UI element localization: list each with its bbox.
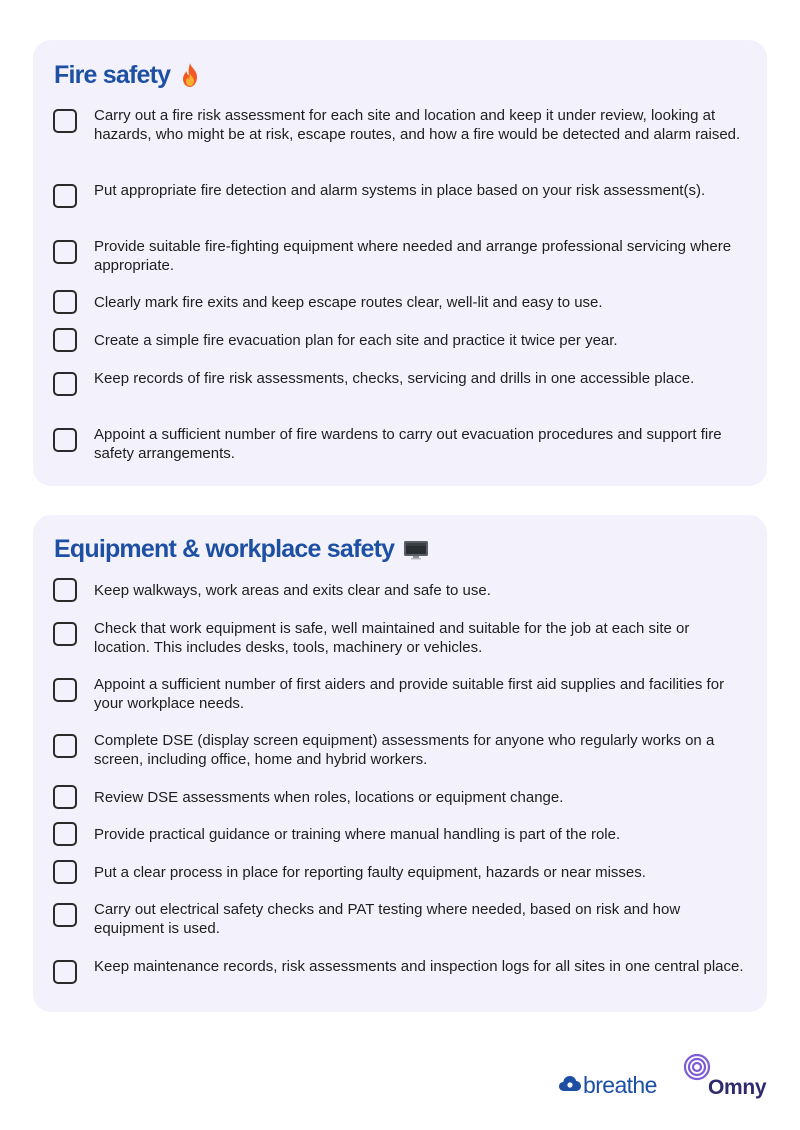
section-title xyxy=(54,532,430,566)
checklist-item-text: Keep maintenance records, risk assessments and inspection logs for all sites in one central place. xyxy=(94,958,744,975)
section-title-text: Equipment & workplace safety xyxy=(54,534,395,563)
checkbox[interactable] xyxy=(53,734,77,758)
checklist-item-text: Provide practical guidance or training where manual handling is part of the role. xyxy=(94,826,621,843)
breathe-logo-text: breathe xyxy=(583,1071,657,1098)
checkbox[interactable] xyxy=(53,328,77,352)
checkbox[interactable] xyxy=(53,678,77,702)
checklist-item-text: Complete DSE (display screen equipment) assessments for anyone who regularly works on a screen, including office, home and hybrid workers. xyxy=(94,732,715,768)
checklist-item-text: Carry out electrical safety checks and PAT testing where needed, based on risk and how equipment is used. xyxy=(94,901,681,937)
checkbox[interactable] xyxy=(53,822,77,846)
checkbox[interactable] xyxy=(53,960,77,984)
checkbox[interactable] xyxy=(53,785,77,809)
checklist-item-text: Put appropriate fire detection and alarm systems in place based on your risk assessment(s). xyxy=(94,182,706,199)
checklist-item-text: Keep walkways, work areas and exits clear and safe to use. xyxy=(94,582,491,599)
section-title-text: Fire safety xyxy=(54,60,171,89)
checkbox[interactable] xyxy=(53,372,77,396)
checkbox[interactable] xyxy=(53,240,77,264)
checkbox[interactable] xyxy=(53,622,77,646)
desktop-computer-icon xyxy=(402,537,430,561)
breathe-logo xyxy=(558,1070,657,1100)
checklist-item-text: Review DSE assessments when roles, locations or equipment change. xyxy=(94,789,564,806)
checkbox[interactable] xyxy=(53,578,77,602)
checkbox[interactable] xyxy=(53,290,77,314)
checklist-item-text: Provide suitable fire-fighting equipment where needed and arrange professional servicing where appropriate. xyxy=(94,238,732,274)
checklist-item-text: Appoint a sufficient number of first aiders and provide suitable first aid supplies and facilities for your workplace needs. xyxy=(94,676,725,712)
checkbox[interactable] xyxy=(53,428,77,452)
checklist-item-text: Check that work equipment is safe, well maintained and suitable for the job at each site or location. This includes desks, tools, machinery or vehicles. xyxy=(94,620,690,656)
checklist-item-text: Create a simple fire evacuation plan for each site and practice it twice per year. xyxy=(94,332,618,349)
checkbox[interactable] xyxy=(53,860,77,884)
checklist-item-text: Carry out a fire risk assessment for each site and location and keep it under review, looking at hazards, who might be at risk, escape routes, and how a fire would be detected and alarm raised. xyxy=(94,107,741,143)
checklist-item-text: Keep records of fire risk assessments, checks, servicing and drills in one accessible place. xyxy=(94,370,695,387)
section-title xyxy=(54,58,202,92)
checkbox[interactable] xyxy=(53,109,77,133)
checkbox[interactable] xyxy=(53,903,77,927)
omny-logo-text: Omny xyxy=(708,1076,767,1099)
equipment-safety-card xyxy=(33,515,767,1012)
checkbox[interactable] xyxy=(53,184,77,208)
checklist-item-text: Put a clear process in place for reporting faulty equipment, hazards or near misses. xyxy=(94,864,646,881)
fire-safety-card xyxy=(33,40,767,486)
omny-logo xyxy=(683,1052,773,1102)
checklist-item-text: Appoint a sufficient number of fire wardens to carry out evacuation procedures and support fire safety arrangements. xyxy=(94,426,722,462)
checklist-item-text: Clearly mark fire exits and keep escape routes clear, well-lit and easy to use. xyxy=(94,294,603,311)
fire-icon xyxy=(178,62,202,88)
breathe-cloud-icon xyxy=(558,1073,582,1098)
